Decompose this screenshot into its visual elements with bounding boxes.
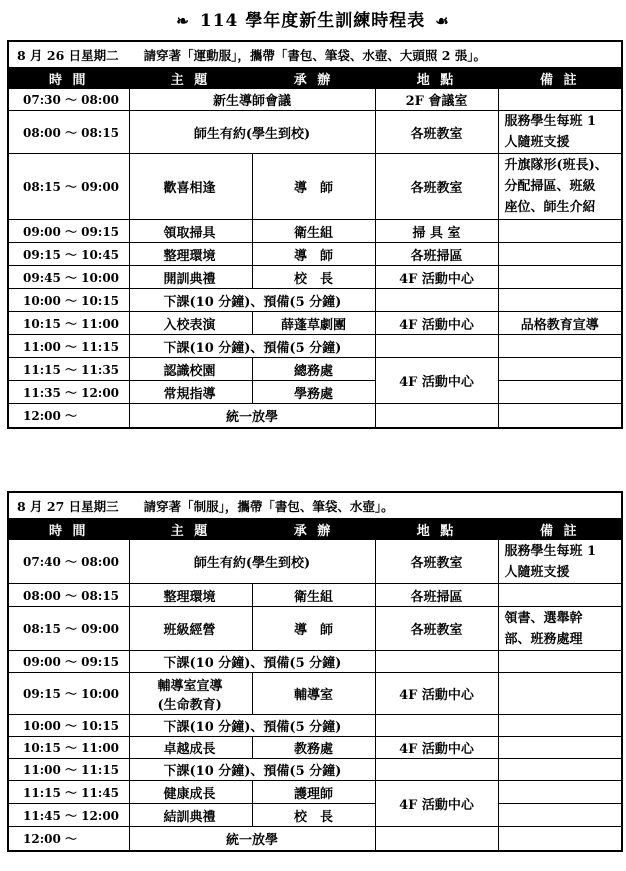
- row-remark: [498, 404, 622, 428]
- row-host: 校 長: [252, 804, 375, 827]
- row-remark: 服務學生每班 1 人隨班支援: [498, 111, 622, 154]
- row-place: [375, 827, 498, 851]
- row-topic: 輔導室宣導 (生命教育): [129, 673, 252, 715]
- row-time: 10:00 ～ 10:15: [8, 715, 129, 737]
- row-remark: [498, 335, 622, 358]
- table-row: [8, 381, 622, 404]
- row-topic: 下課(10 分鐘)、預備(5 分鐘): [129, 759, 375, 781]
- header-remark: 備 註: [498, 68, 622, 89]
- header-row: [8, 519, 622, 540]
- row-place: [375, 289, 498, 312]
- row-time: 12:00 ～: [8, 404, 129, 428]
- row-place: [375, 404, 498, 428]
- row-host: 衛生組: [252, 584, 375, 607]
- row-time: 12:00 ～: [8, 827, 129, 851]
- header-host: 承 辦: [252, 519, 375, 540]
- row-place: 4F 活動中心: [375, 266, 498, 289]
- row-time: 07:40 ～ 08:00: [8, 540, 129, 584]
- table-row: [8, 804, 622, 827]
- row-remark: [498, 651, 622, 673]
- table-row: [8, 715, 622, 737]
- row-time: 10:15 ～ 11:00: [8, 737, 129, 759]
- row-time: 08:15 ～ 09:00: [8, 154, 129, 220]
- row-remark: [498, 289, 622, 312]
- table-row: [8, 266, 622, 289]
- row-topic: 下課(10 分鐘)、預備(5 分鐘): [129, 335, 375, 358]
- row-host: 教務處: [252, 737, 375, 759]
- row-host: 導 師: [252, 607, 375, 651]
- table-row: [8, 289, 622, 312]
- row-time: 11:45 ～ 12:00: [8, 804, 129, 827]
- row-place: [375, 715, 498, 737]
- row-topic: 下課(10 分鐘)、預備(5 分鐘): [129, 651, 375, 673]
- row-time: 09:45 ～ 10:00: [8, 266, 129, 289]
- header-remark: 備 註: [498, 519, 622, 540]
- row-time: 10:00 ～ 10:15: [8, 289, 129, 312]
- row-time: 10:15 ～ 11:00: [8, 312, 129, 335]
- row-topic: 整理環境: [129, 584, 252, 607]
- row-remark: [498, 89, 622, 111]
- row-topic: 統一放學: [129, 404, 375, 428]
- header-time: 時 間: [8, 68, 129, 89]
- row-place: [375, 651, 498, 673]
- page-title: [0, 6, 626, 31]
- schedule-table-day1: [7, 40, 623, 429]
- row-time: 09:00 ～ 09:15: [8, 220, 129, 243]
- row-remark: [498, 827, 622, 851]
- row-place: 4F 活動中心: [375, 312, 498, 335]
- table-row: [8, 607, 622, 651]
- row-place: 4F 活動中心: [375, 358, 498, 404]
- row-time: 08:15 ～ 09:00: [8, 607, 129, 651]
- row-host: 導 師: [252, 154, 375, 220]
- header-topic: 主 題: [129, 519, 252, 540]
- row-topic: 統一放學: [129, 827, 375, 851]
- table-row: [8, 651, 622, 673]
- row-topic: 開訓典禮: [129, 266, 252, 289]
- row-remark: 領書、選舉幹 部、班務處理: [498, 607, 622, 651]
- table-row: [8, 737, 622, 759]
- row-topic: 下課(10 分鐘)、預備(5 分鐘): [129, 289, 375, 312]
- table-row: [8, 540, 622, 584]
- row-remark: [498, 381, 622, 404]
- table-row: [8, 89, 622, 111]
- row-time: 07:30 ～ 08:00: [8, 89, 129, 111]
- header-time: 時 間: [8, 519, 129, 540]
- row-topic: 班級經營: [129, 607, 252, 651]
- table-row: [8, 404, 622, 428]
- row-remark: [498, 266, 622, 289]
- ornament-left-icon: ❧: [176, 12, 190, 30]
- row-remark: [498, 673, 622, 715]
- header-topic: 主 題: [129, 68, 252, 89]
- row-time: 08:00 ～ 08:15: [8, 584, 129, 607]
- row-time: 09:15 ～ 10:00: [8, 673, 129, 715]
- row-place: 4F 活動中心: [375, 673, 498, 715]
- ornament-right-icon: ☙: [435, 12, 450, 30]
- row-host: 護理師: [252, 781, 375, 804]
- table-row: [8, 154, 622, 220]
- table-row: [8, 220, 622, 243]
- row-host: 導 師: [252, 243, 375, 266]
- row-place: 各班教室: [375, 111, 498, 154]
- table-row: [8, 781, 622, 804]
- row-place: 4F 活動中心: [375, 737, 498, 759]
- row-remark: [498, 358, 622, 381]
- row-topic: 卓越成長: [129, 737, 252, 759]
- row-topic: 認識校園: [129, 358, 252, 381]
- row-topic: 整理環境: [129, 243, 252, 266]
- schedule-table-day2: [7, 491, 623, 852]
- row-place: 各班教室: [375, 540, 498, 584]
- row-topic: 師生有約(學生到校): [129, 540, 375, 584]
- row-topic: 下課(10 分鐘)、預備(5 分鐘): [129, 715, 375, 737]
- row-place: 各班教室: [375, 154, 498, 220]
- header-place: 地 點: [375, 68, 498, 89]
- table-row: [8, 759, 622, 781]
- row-topic: 歡喜相逢: [129, 154, 252, 220]
- table-row: [8, 335, 622, 358]
- row-time: 08:00 ～ 08:15: [8, 111, 129, 154]
- row-topic: 常規指導: [129, 381, 252, 404]
- row-topic: 師生有約(學生到校): [129, 111, 375, 154]
- row-host: 輔導室: [252, 673, 375, 715]
- header-host: 承 辦: [252, 68, 375, 89]
- row-remark: 升旗隊形(班長)、 分配掃區、班級 座位、師生介紹: [498, 154, 622, 220]
- row-remark: [498, 584, 622, 607]
- row-topic: 健康成長: [129, 781, 252, 804]
- row-time: 11:15 ～ 11:45: [8, 781, 129, 804]
- row-place: 各班掃區: [375, 584, 498, 607]
- title-text: 114 學年度新生訓練時程表: [199, 11, 426, 31]
- table-row: [8, 827, 622, 851]
- row-topic: 結訓典禮: [129, 804, 252, 827]
- row-place: 2F 會議室: [375, 89, 498, 111]
- row-topic: 領取掃具: [129, 220, 252, 243]
- row-host: 衛生組: [252, 220, 375, 243]
- header-row: [8, 68, 622, 89]
- row-remark: 品格教育宣導: [498, 312, 622, 335]
- row-time: 11:35 ～ 12:00: [8, 381, 129, 404]
- row-place: 各班掃區: [375, 243, 498, 266]
- row-place: [375, 759, 498, 781]
- table-row: [8, 243, 622, 266]
- row-time: 09:15 ～ 10:45: [8, 243, 129, 266]
- table-row: [8, 111, 622, 154]
- table-row: [8, 312, 622, 335]
- row-host: 學務處: [252, 381, 375, 404]
- row-time: 11:00 ～ 11:15: [8, 335, 129, 358]
- table-row: [8, 673, 622, 715]
- table-row: [8, 584, 622, 607]
- row-time: 11:15 ～ 11:35: [8, 358, 129, 381]
- row-time: 11:00 ～ 11:15: [8, 759, 129, 781]
- row-remark: 服務學生每班 1 人隨班支援: [498, 540, 622, 584]
- day2-note: 8 月 27 日星期三 請穿著「制服」，攜帶「書包、筆袋、水壺」。: [8, 492, 622, 519]
- row-remark: [498, 759, 622, 781]
- table-row: [8, 358, 622, 381]
- row-remark: [498, 781, 622, 804]
- row-place: 各班教室: [375, 607, 498, 651]
- row-host: 薛蓬草劇團: [252, 312, 375, 335]
- row-remark: [498, 220, 622, 243]
- day1-note: 8 月 26 日星期二 請穿著「運動服」，攜帶「書包、筆袋、水壺、大頭照 2 張」。: [8, 41, 622, 68]
- row-topic: 入校表演: [129, 312, 252, 335]
- row-host: 校 長: [252, 266, 375, 289]
- row-remark: [498, 243, 622, 266]
- row-place: [375, 335, 498, 358]
- row-remark: [498, 804, 622, 827]
- row-place: 掃 具 室: [375, 220, 498, 243]
- row-remark: [498, 737, 622, 759]
- row-place: 4F 活動中心: [375, 781, 498, 827]
- row-topic: 新生導師會議: [129, 89, 375, 111]
- header-place: 地 點: [375, 519, 498, 540]
- row-remark: [498, 715, 622, 737]
- row-host: 總務處: [252, 358, 375, 381]
- row-time: 09:00 ～ 09:15: [8, 651, 129, 673]
